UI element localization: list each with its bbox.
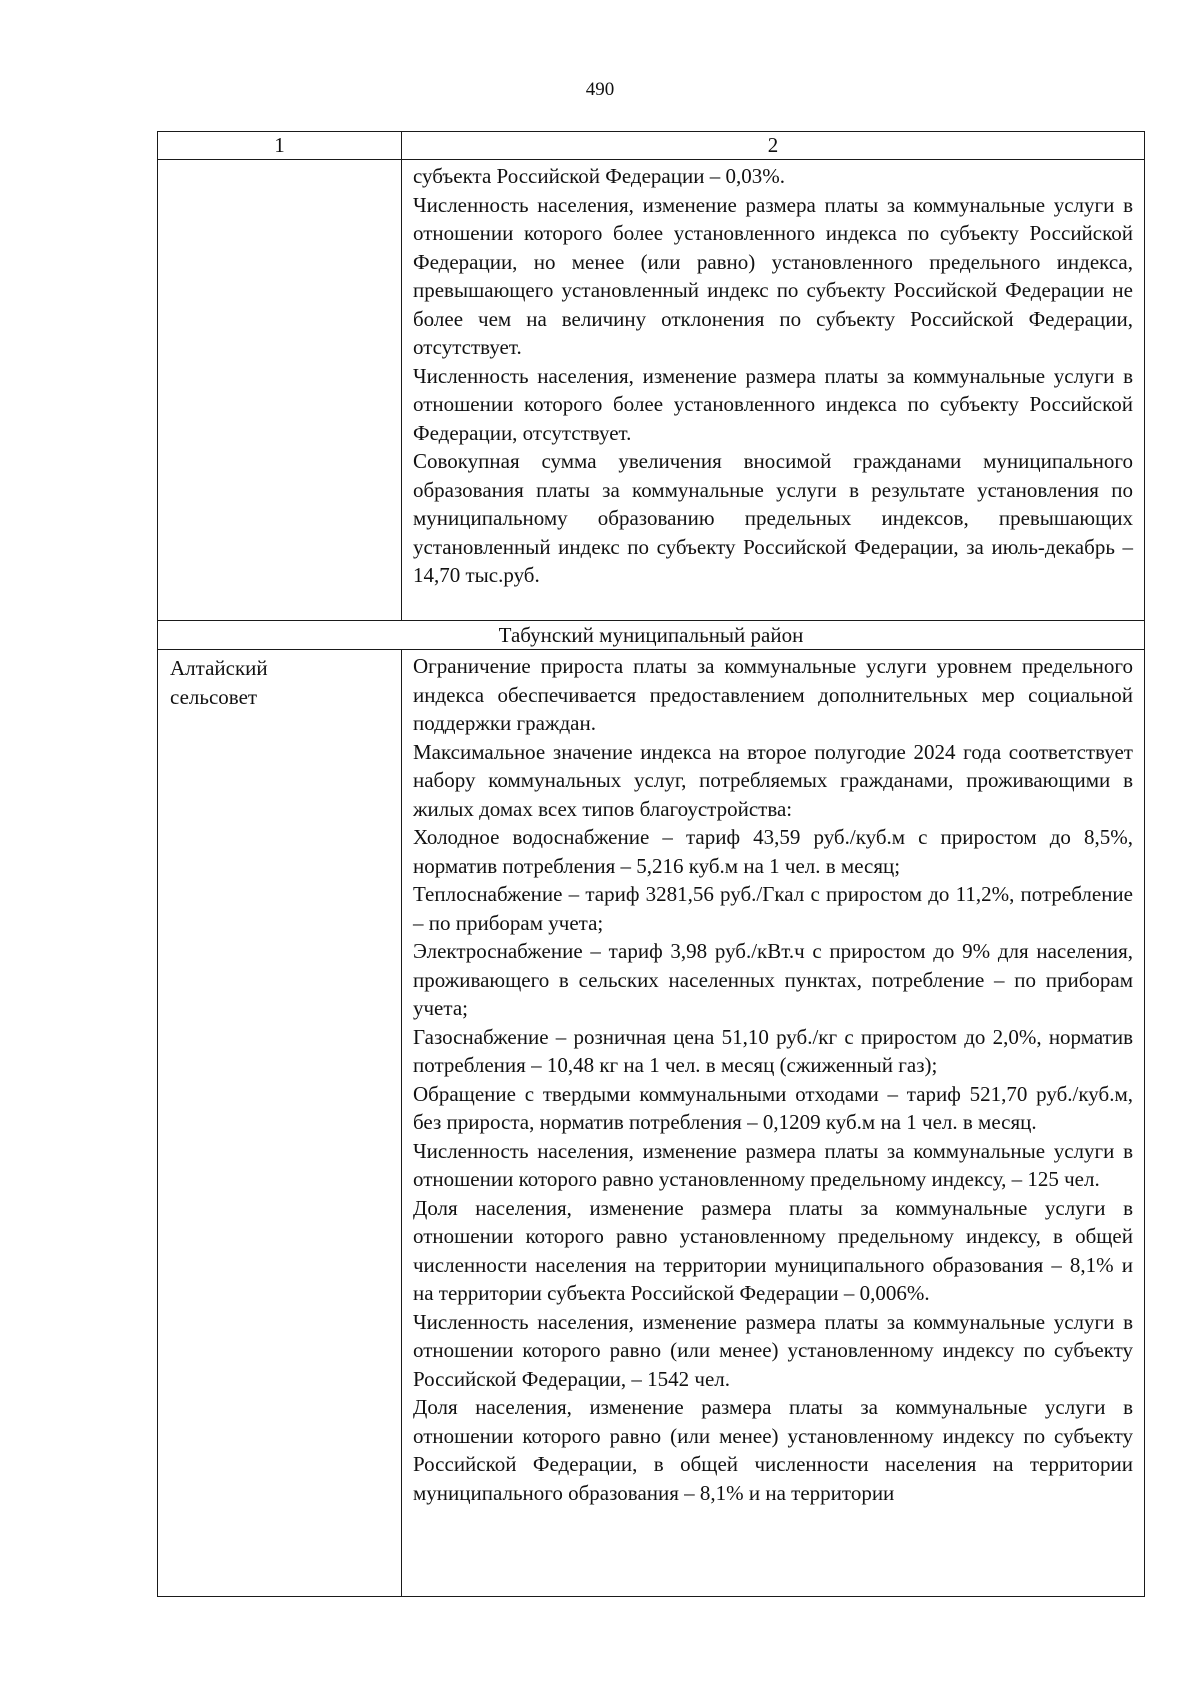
municipality-cell bbox=[158, 650, 402, 1597]
paragraph: Доля населения, изменение размера платы за коммунальные услуги в отношении которого равно установленному предельному индексу, в общей численности населения на территории муниципального образования – 8,1% и на территории субъекта Российской Федерации – 0,006%. bbox=[413, 1195, 1133, 1305]
paragraph: Максимальное значение индекса на второе полугодие 2024 года соответствует набору коммунальных услуг, потребляемых гражданами, проживающими в жилых домах всех типов благоустройства: bbox=[413, 739, 1133, 821]
paragraph: Электроснабжение – тариф 3,98 руб./кВт.ч с приростом до 9% для населения, проживающего в сельских населенных пунктах, потребление – по приборам учета; bbox=[413, 939, 1133, 1020]
tariff-table bbox=[157, 131, 1145, 1597]
paragraph: субъекта Российской Федерации – 0,03%. bbox=[413, 164, 785, 188]
municipality-cell-empty bbox=[158, 160, 402, 621]
paragraph: Совокупная сумма увеличения вносимой гражданами муниципального образования платы за коммунальные услуги в результате установления по муниципальному образованию предельных индексов, превышающих установленный индекс по субъекту Российской Федерации, за июль-декабрь – 14,70 тыс.руб. bbox=[413, 449, 1133, 587]
table-row bbox=[158, 160, 1145, 621]
description-cell bbox=[402, 650, 1145, 1597]
header-row bbox=[158, 132, 1145, 160]
municipality-name-line2: сельсовет bbox=[170, 684, 258, 709]
paragraph: Численность населения, изменение размера платы за коммунальные услуги в отношении которого равно (или менее) установленному индексу по субъекту Российской Федерации, – 1542 чел. bbox=[413, 1309, 1133, 1391]
paragraph: Холодное водоснабжение – тариф 43,59 руб./куб.м с приростом до 8,5%, норматив потребления – 5,216 куб.м на 1 чел. в месяц; bbox=[413, 825, 1133, 878]
paragraph: Ограничение прироста платы за коммунальные услуги уровнем предельного индекса обеспечивается предоставлением дополнительных мер социальной поддержки граждан. bbox=[413, 654, 1133, 735]
column-header-2: 2 bbox=[402, 132, 1145, 160]
municipality-name-line1: Алтайский bbox=[170, 656, 268, 680]
paragraph: Численность населения, изменение размера платы за коммунальные услуги в отношении которого более установленного индекса по субъекту Российской Федерации, отсутствует. bbox=[413, 363, 1133, 445]
paragraph: Газоснабжение – розничная цена 51,10 руб./кг с приростом до 2,0%, норматив потребления – 10,48 кг на 1 чел. в месяц (сжиженный газ); bbox=[413, 1024, 1133, 1077]
paragraph: Обращение с твердыми коммунальными отходами – тариф 521,70 руб./куб.м, без прироста, норматив потребления – 0,1209 куб.м на 1 чел. в месяц. bbox=[413, 1081, 1133, 1134]
description-cell bbox=[402, 160, 1145, 621]
district-name: Табунский муниципальный район bbox=[158, 621, 1145, 650]
page-number: 490 bbox=[585, 79, 615, 100]
paragraph: Доля населения, изменение размера платы за коммунальные услуги в отношении которого равно (или менее) установленному индексу по субъекту Российской Федерации, в общей численности населения на территории муниципального образования – 8,1% и на территории bbox=[413, 1395, 1133, 1505]
paragraph: Численность населения, изменение размера платы за коммунальные услуги в отношении которого равно установленному предельному индексу, – 125 чел. bbox=[413, 1138, 1133, 1191]
paragraph: Теплоснабжение – тариф 3281,56 руб./Гкал с приростом до 11,2%, потребление – по приборам учета; bbox=[413, 882, 1133, 935]
paragraph: Численность населения, изменение размера платы за коммунальные услуги в отношении которого более установленного индекса по субъекту Российской Федерации, но менее (или равно) установленного предельного индекса, превышающего установленный индекс по субъекту Российской Федерации не более чем на величину отклонения по субъекту Российской Федерации, отсутствует. bbox=[413, 192, 1133, 359]
table-row bbox=[158, 650, 1145, 1597]
district-row bbox=[158, 621, 1145, 650]
column-header-1: 1 bbox=[158, 132, 402, 160]
